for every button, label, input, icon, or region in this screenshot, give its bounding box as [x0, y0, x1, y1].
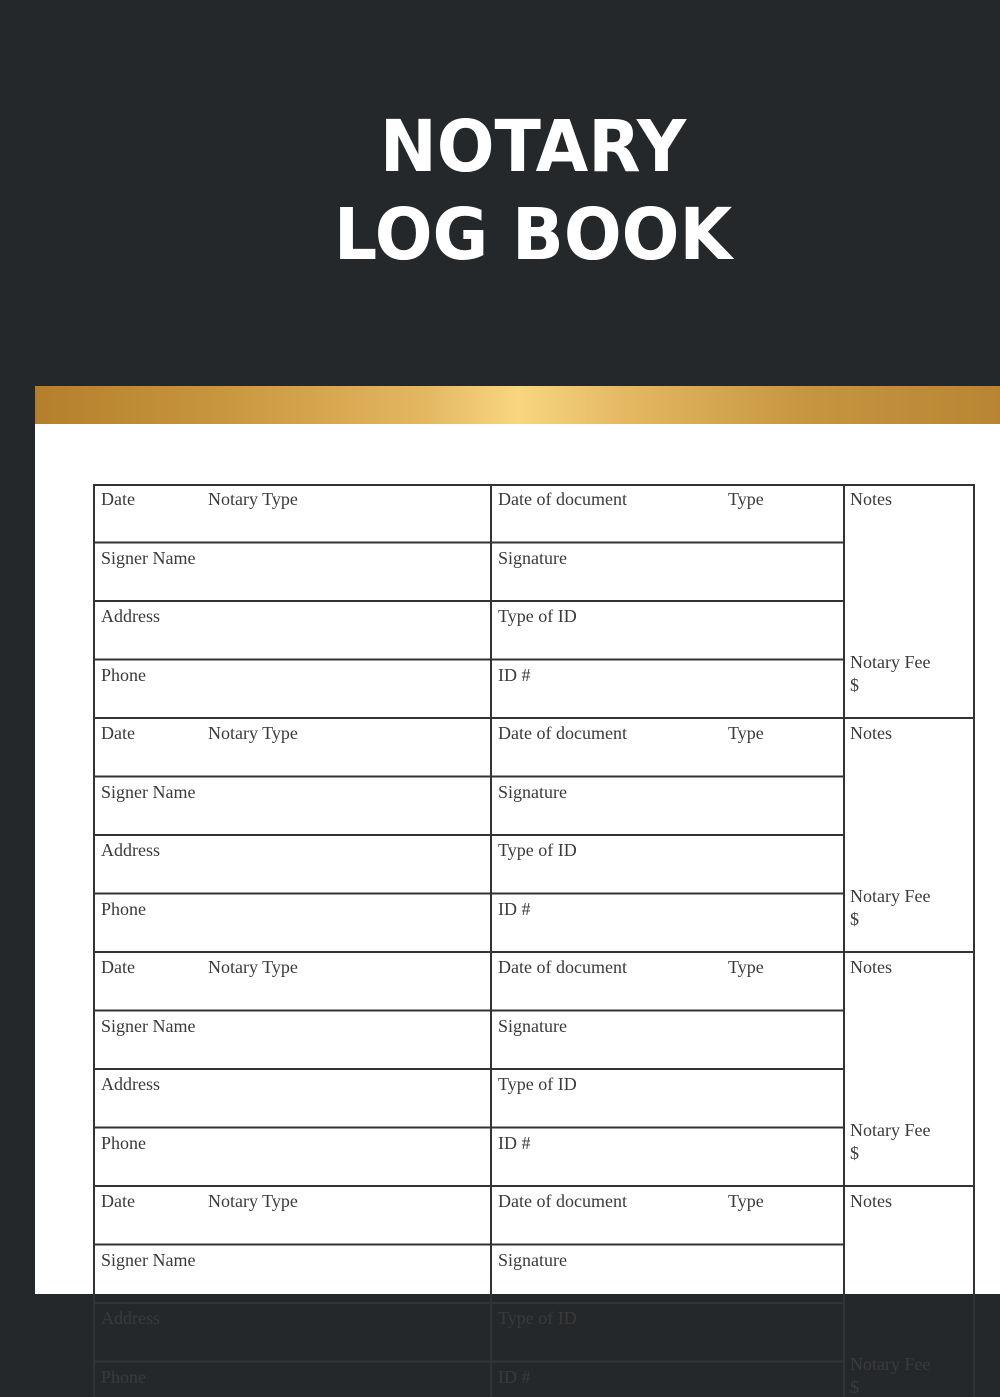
label-address: Address: [101, 1308, 160, 1328]
label-notary-fee: Notary Fee: [850, 1354, 931, 1374]
label-date-of-document: Date of document: [498, 1191, 627, 1211]
label-address: Address: [101, 1074, 160, 1094]
label-phone: Phone: [101, 898, 146, 919]
gold-accent-bar: [35, 386, 1000, 424]
label-id-number: ID #: [498, 898, 531, 919]
label-signature: Signature: [498, 781, 567, 802]
label-signer-name: Signer Name: [101, 1015, 196, 1036]
label-type: Type: [728, 489, 764, 509]
label-type: Type: [728, 1191, 764, 1211]
label-notary-fee: Notary Fee: [850, 886, 931, 906]
label-signature: Signature: [498, 547, 567, 568]
label-id-number: ID #: [498, 664, 531, 685]
label-phone: Phone: [101, 1132, 146, 1153]
cover-title-line1: NOTARY: [379, 106, 687, 189]
label-date: Date: [101, 1191, 135, 1211]
label-fee-currency: $: [850, 909, 859, 929]
label-notary-fee: Notary Fee: [850, 652, 931, 672]
label-date-of-document: Date of document: [498, 723, 627, 743]
label-date: Date: [101, 957, 135, 977]
cover-header: [0, 0, 1000, 386]
label-signer-name: Signer Name: [101, 547, 196, 568]
label-phone: Phone: [101, 664, 146, 685]
label-signature: Signature: [498, 1249, 567, 1270]
label-notary-type: Notary Type: [208, 1191, 298, 1211]
label-id-number: ID #: [498, 1132, 531, 1153]
label-fee-currency: $: [850, 1143, 859, 1163]
label-phone: Phone: [101, 1366, 146, 1387]
label-type: Type: [728, 957, 764, 977]
label-signer-name: Signer Name: [101, 1249, 196, 1270]
label-type-of-id: Type of ID: [498, 606, 577, 626]
label-fee-currency: $: [850, 1377, 859, 1397]
label-notary-fee: Notary Fee: [850, 1120, 931, 1140]
label-type-of-id: Type of ID: [498, 840, 577, 860]
label-date-of-document: Date of document: [498, 489, 627, 509]
label-address: Address: [101, 840, 160, 860]
label-date: Date: [101, 489, 135, 509]
notary-log-table: [93, 484, 975, 1397]
label-type: Type: [728, 723, 764, 743]
label-notes: Notes: [850, 723, 892, 743]
label-fee-currency: $: [850, 675, 859, 695]
label-date-of-document: Date of document: [498, 957, 627, 977]
label-type-of-id: Type of ID: [498, 1074, 577, 1094]
label-date: Date: [101, 723, 135, 743]
label-notary-type: Notary Type: [208, 957, 298, 977]
label-notary-type: Notary Type: [208, 489, 298, 509]
label-notary-type: Notary Type: [208, 723, 298, 743]
cover-title-line2: LOG BOOK: [333, 194, 733, 277]
label-notes: Notes: [850, 489, 892, 509]
label-notes: Notes: [850, 1191, 892, 1211]
label-type-of-id: Type of ID: [498, 1308, 577, 1328]
label-signature: Signature: [498, 1015, 567, 1036]
label-address: Address: [101, 606, 160, 626]
label-id-number: ID #: [498, 1366, 531, 1387]
label-signer-name: Signer Name: [101, 781, 196, 802]
label-notes: Notes: [850, 957, 892, 977]
